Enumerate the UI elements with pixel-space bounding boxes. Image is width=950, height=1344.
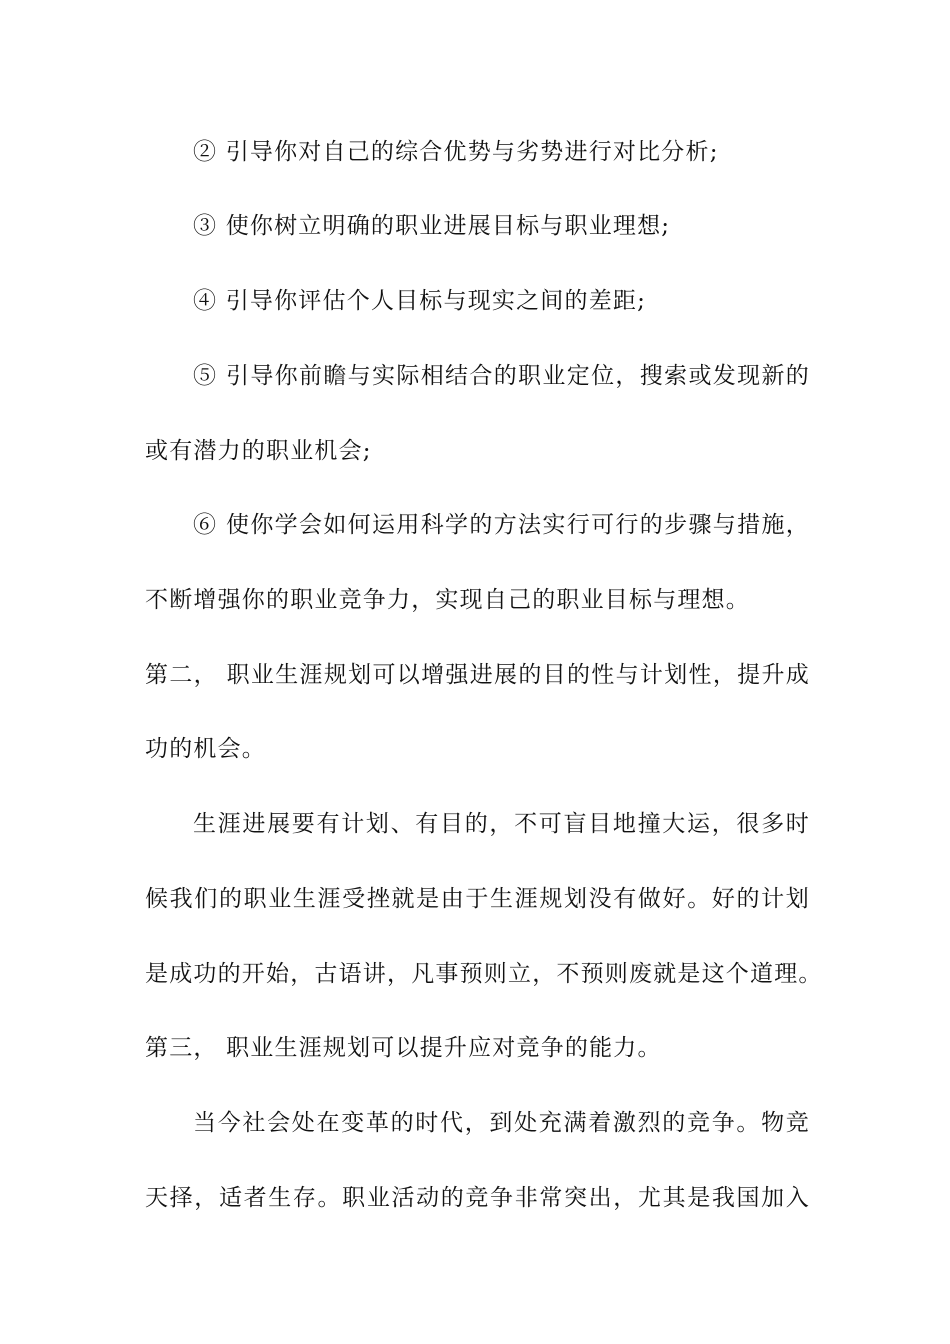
list-item-6-line-1: ⑥ 使你学会如何运用科学的方法实行可行的步骤与措施， <box>193 512 810 538</box>
list-item-6-line-2: 不断增强你的职业竞争力，实现自己的职业目标与理想。 <box>145 587 750 613</box>
list-item-5-line-2: 或有潜力的职业机会; <box>145 438 372 464</box>
paragraph-second-line-2: 候我们的职业生涯受挫就是由于生涯规划没有做好。好的计划 <box>145 886 810 912</box>
list-item-2: ② 引导你对自己的综合优势与劣势进行对比分析; <box>193 139 719 165</box>
section-heading-second-line-2: 功的机会。 <box>145 736 266 762</box>
section-heading-second-line-1: 第二， 职业生涯规划可以增强进展的目的性与计划性，提升成 <box>145 662 810 688</box>
list-item-5-line-1: ⑤ 引导你前瞻与实际相结合的职业定位，搜索或发现新的 <box>193 363 810 389</box>
paragraph-second-line-3: 是成功的开始，古语讲，凡事预则立，不预则废就是这个道理。 <box>145 961 823 987</box>
list-item-4: ④ 引导你评估个人目标与现实之间的差距; <box>193 288 647 314</box>
section-heading-third: 第三， 职业生涯规划可以提升应对竞争的能力。 <box>145 1035 662 1061</box>
paragraph-second-line-1: 生涯进展要有计划、有目的，不可盲目地撞大运，很多时 <box>193 811 810 837</box>
paragraph-third-line-1: 当今社会处在变革的时代，到处充满着激烈的竞争。物竞 <box>193 1110 810 1136</box>
list-item-3: ③ 使你树立明确的职业进展目标与职业理想; <box>193 213 671 239</box>
paragraph-third-line-2: 天择，适者生存。职业活动的竞争非常突出，尤其是我国加入 <box>145 1185 810 1211</box>
